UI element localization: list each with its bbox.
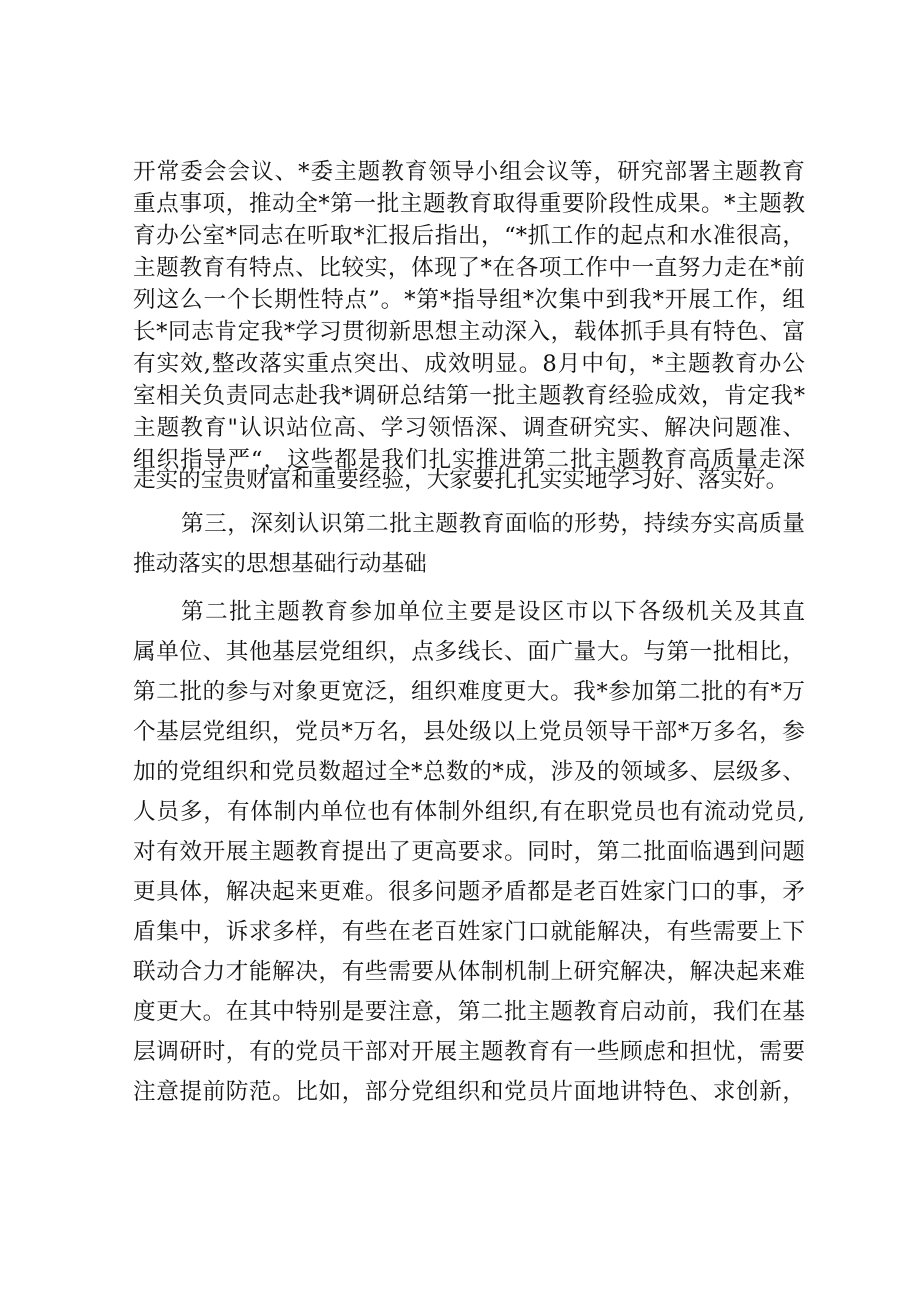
paragraph-line: 第二批的参与对象更宽泛，组织难度更大。我*参加第二批的有*万 — [133, 679, 805, 705]
paragraph-line: 室相关负责同志赴我*调研总结第一批主题教育经验成效，肯定我* — [133, 383, 805, 409]
section-heading: 推动落实的思想基础行动基础 — [133, 551, 427, 577]
paragraph-line: 属单位、其他基层党组织，点多线长、面广量大。与第一批相比， — [133, 639, 805, 665]
paragraph-line: 主题教育"认识站位高、学习领悟深、调查研究实、解决问题准、 — [133, 415, 805, 441]
paragraph-line: 主题教育有特点、比较实，体现了*在各项工作中一直努力走在*前 — [133, 255, 805, 281]
paragraph-line: 育办公室*同志在听取*汇报后指出，“*抓工作的起点和水准很高， — [133, 223, 805, 249]
paragraph-line: 列这么一个长期性特点”。*第*指导组*次集中到我*开展工作，组 — [133, 287, 805, 313]
paragraph-line: 重点事项，推动全*第一批主题教育取得重要阶段性成果。*主题教 — [133, 191, 805, 217]
paragraph-line: 第二批主题教育参加单位主要是设区市以下各级机关及其直 — [181, 599, 805, 625]
paragraph-line: 走实的宝贵财富和重要经验，大家要扎扎实实地学习好、落实好。 — [133, 467, 789, 493]
paragraph-line: 联动合力才能解决，有些需要从体制机制上研究解决，解决起来难 — [133, 959, 805, 985]
paragraph-line: 加的党组织和党员数超过全*总数的*成，涉及的领域多、层级多、 — [133, 759, 805, 785]
paragraph-line: 开常委会会议、*委主题教育领导小组会议等，研究部署主题教育 — [133, 159, 805, 185]
paragraph-line: 对有效开展主题教育提出了更高要求。同时，第二批面临遇到问题 — [133, 839, 805, 865]
paragraph-line: 长*同志肯定我*学习贯彻新思想主动深入，载体抓手具有特色、富 — [133, 319, 805, 345]
paragraph-line: 注意提前防范。比如，部分党组织和党员片面地讲特色、求创新， — [133, 1079, 805, 1105]
paragraph-line: 有实效,整改落实重点突出、成效明显。8月中旬，*主题教育办公 — [133, 351, 805, 377]
paragraph-line: 盾集中，诉求多样，有些在老百姓家门口就能解决，有些需要上下 — [133, 919, 805, 945]
paragraph-line: 个基层党组织，党员*万名，县处级以上党员领导干部*万多名，参 — [133, 719, 805, 745]
paragraph-line: 组织指导严“，这些都是我们扎实推进第二批主题教育高质量走深 — [133, 447, 805, 473]
paragraph-line: 更具体，解决起来更难。很多问题矛盾都是老百姓家门口的事，矛 — [133, 879, 805, 905]
paragraph-line: 度更大。在其中特别是要注意，第二批主题教育启动前，我们在基 — [133, 999, 805, 1025]
paragraph-line: 人员多，有体制内单位也有体制外组织,有在职党员也有流动党员, — [133, 799, 805, 825]
section-heading: 第三，深刻认识第二批主题教育面临的形势，持续夯实高质量 — [181, 511, 805, 537]
paragraph-line: 层调研时，有的党员干部对开展主题教育有一些顾虑和担忧，需要 — [133, 1039, 805, 1065]
